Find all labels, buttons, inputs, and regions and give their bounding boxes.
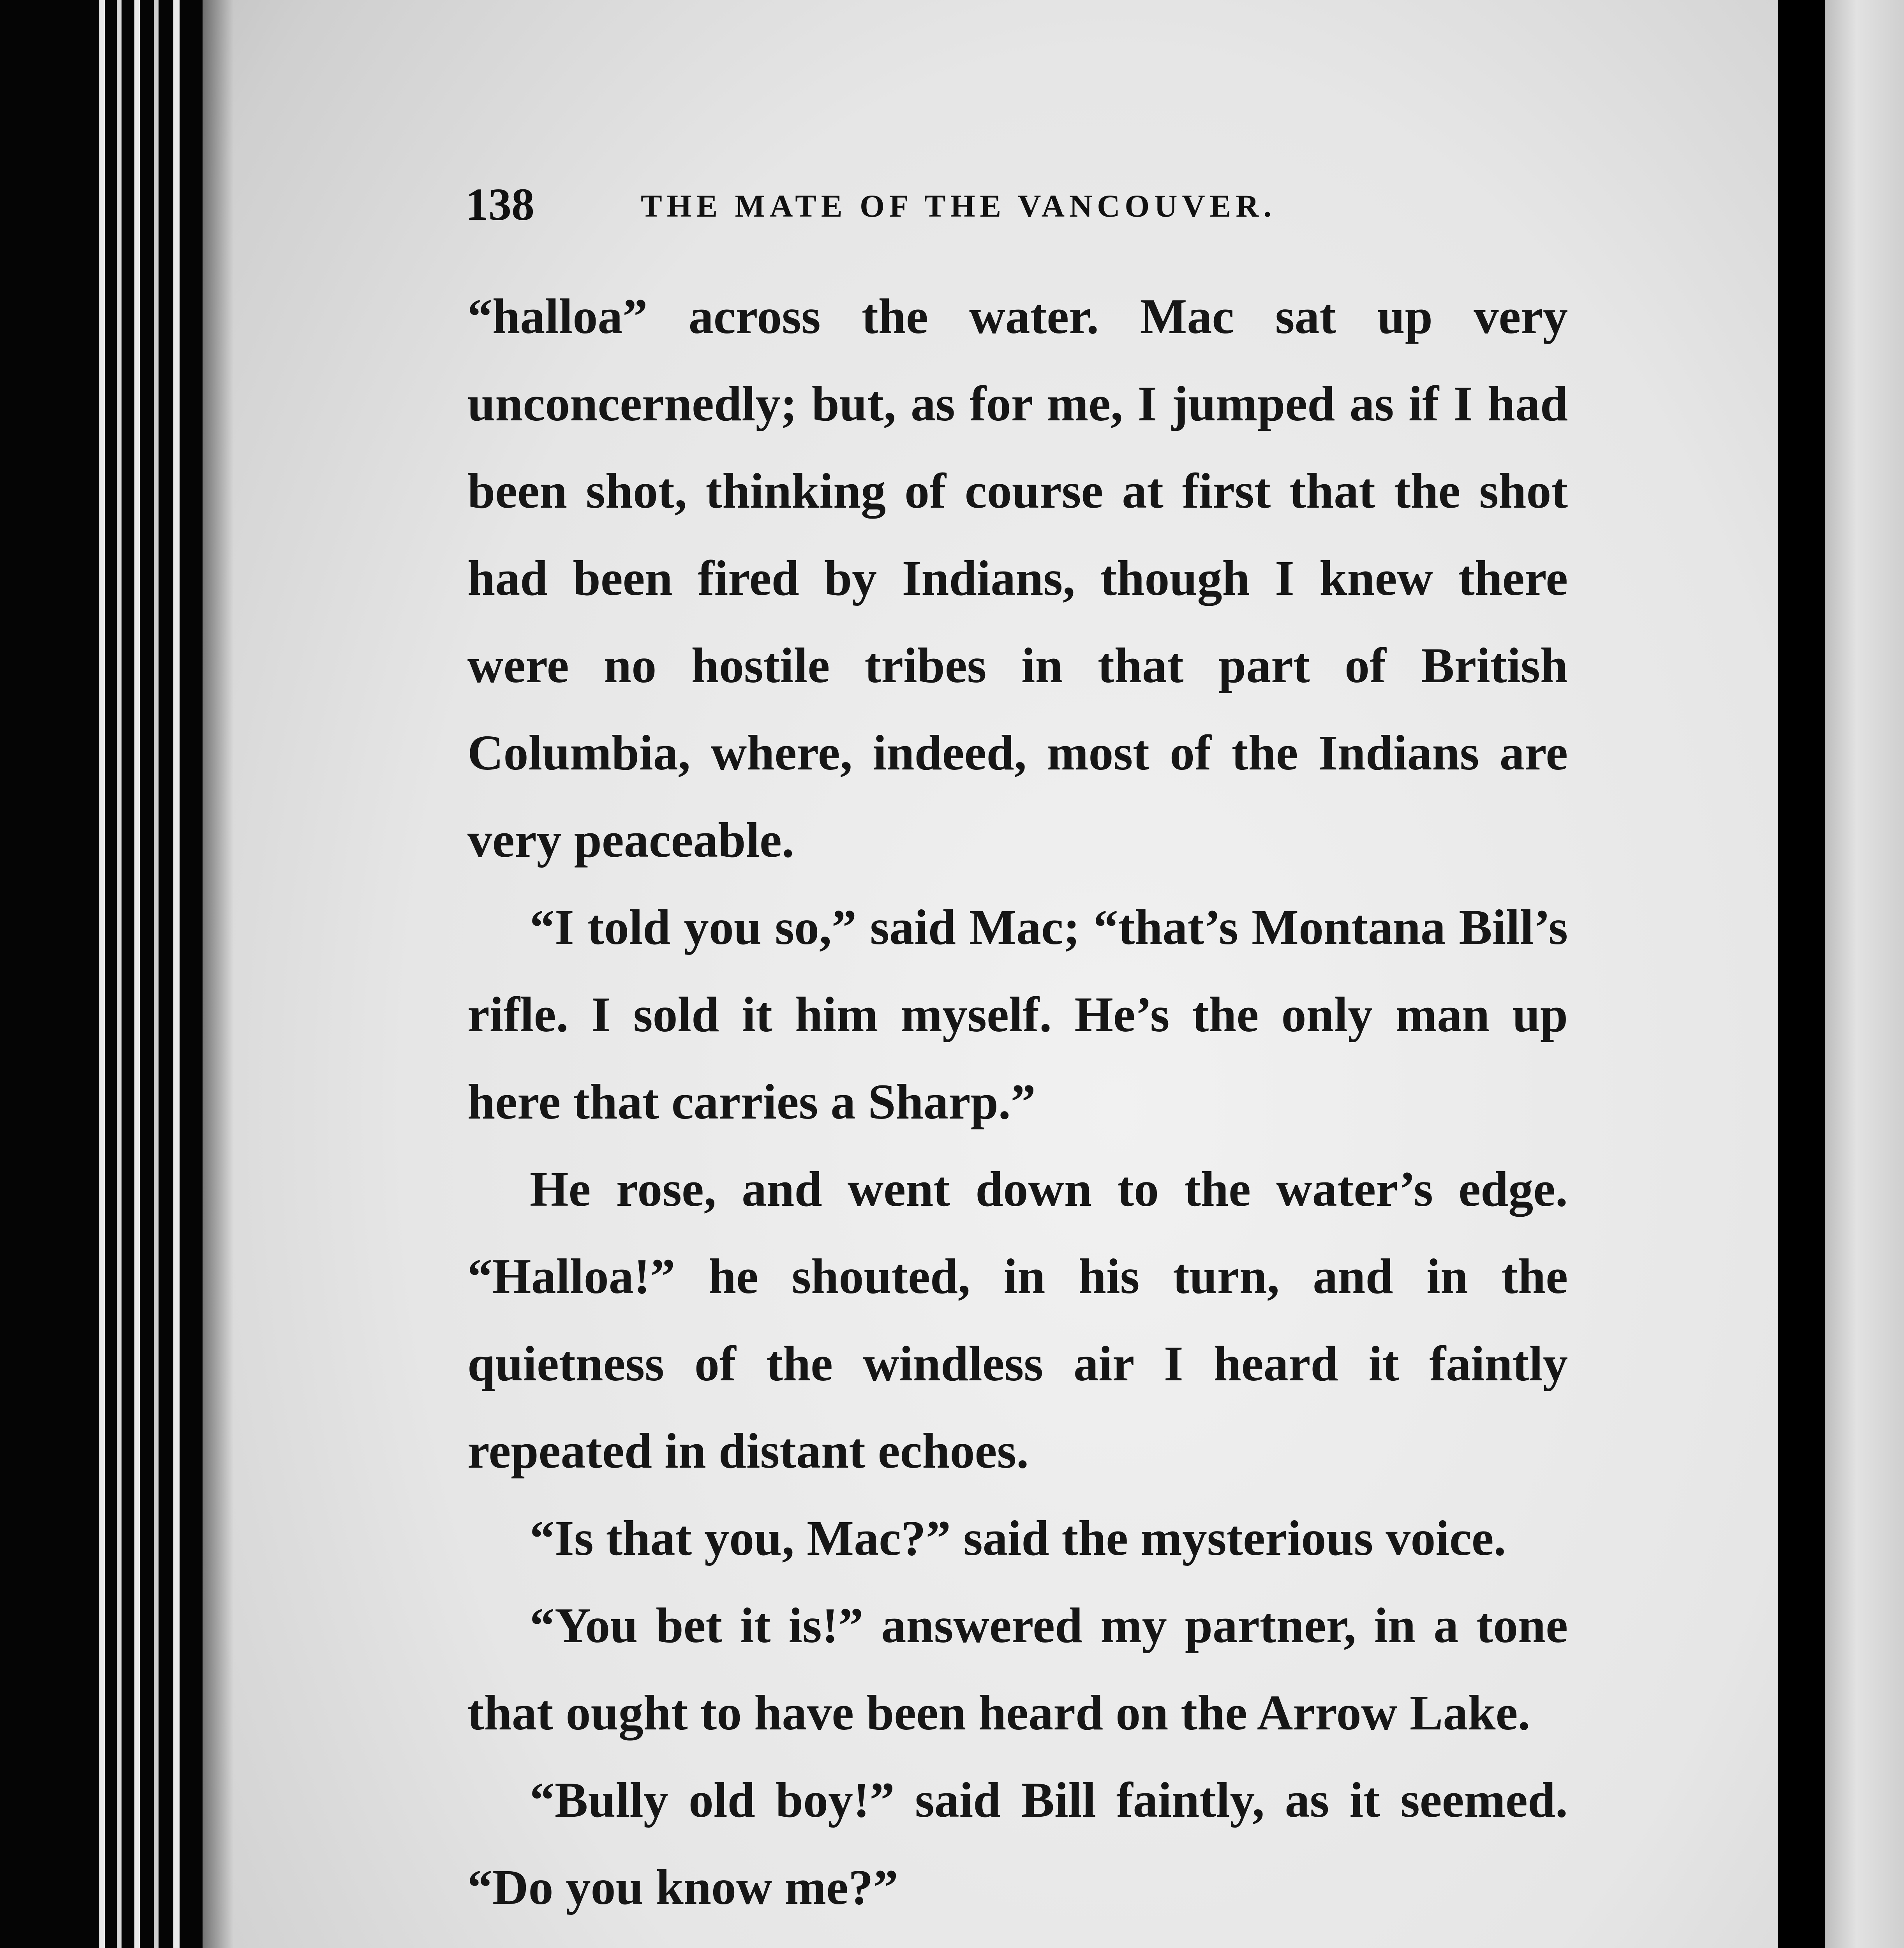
page-gutter-shadow [203, 0, 234, 1948]
paragraph: He rose, and went down to the water’s edge. “Halloa!” he shouted, in his turn, and in the quietness of the windless air I heard it faintly repeated in distant echoes. [467, 1161, 1568, 1479]
right-binding-shadow [1778, 0, 1825, 1948]
paragraph: “Bully old boy!” said Bill faintly, as it seemed. “Do you know me?” [467, 1772, 1568, 1915]
page-edge [99, 0, 105, 1948]
running-head [465, 177, 1595, 232]
page-number: 138 [465, 179, 534, 230]
body-text [467, 273, 1568, 1931]
paragraph: “You bet it is!” answered my partner, in a tone that ought to have been heard on the Arrow Lake. [467, 1598, 1568, 1740]
page-edge [154, 0, 159, 1948]
paragraph: “halloa” across the water. Mac sat up very unconcernedly; but, as for me, I jumped as if I had been shot, thinking of course at first that the shot had been fired by Indians, though I knew there were no hostile tribes in that part of British Columbia, where, indeed, most of the Indians are very peaceable. [467, 289, 1568, 868]
facing-page-edge [1825, 0, 1904, 1948]
page-edge [117, 0, 122, 1948]
paragraph: “Is that you, Mac?” said the mysterious voice. [530, 1510, 1506, 1566]
page-edge [173, 0, 180, 1948]
running-title: THE MATE OF THE VANCOUVER. [641, 188, 1276, 224]
page-edge [134, 0, 140, 1948]
paragraph: “I told you so,” said Mac; “that’s Montana Bill’s rifle. I sold it him myself. He’s the only man up here that carries a Sharp.” [467, 900, 1568, 1129]
